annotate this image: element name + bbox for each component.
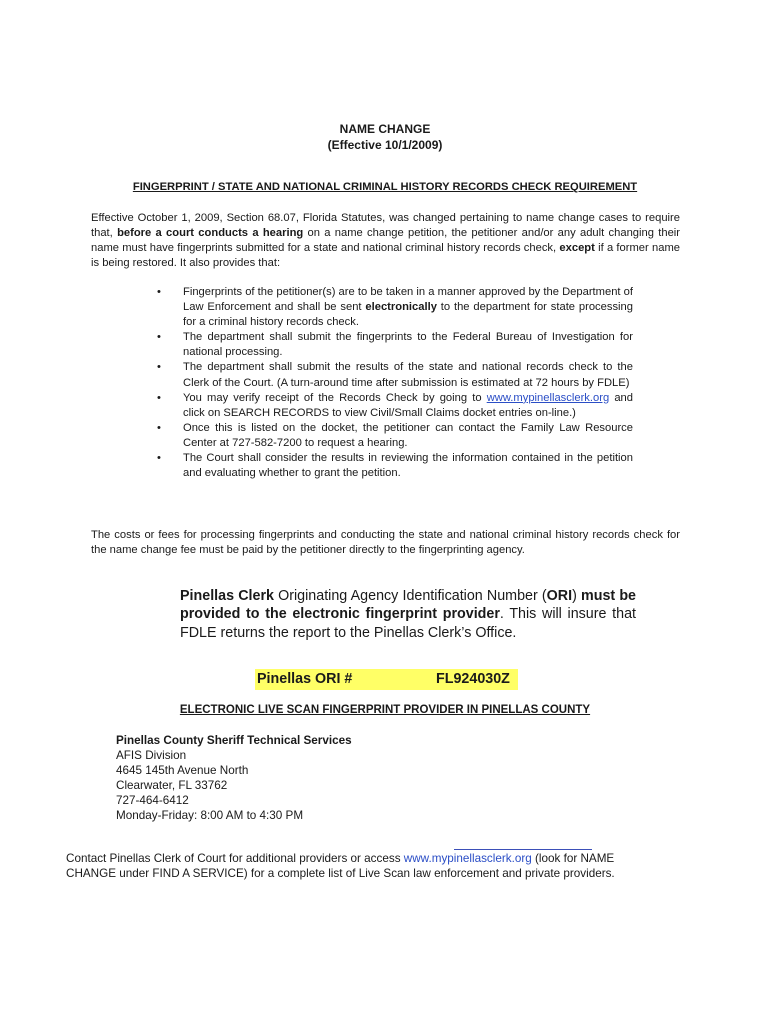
provider-street: 4645 145th Avenue North [116,764,249,778]
list-item [155,285,633,330]
bullet-glyph: • [157,331,161,344]
ori-note-bold-3: must be provided to the electronic fingerprint provider [180,588,637,623]
ori-value: FL924030Z [436,671,510,687]
bullet-1-text-end: to the department for state processing for a criminal history records check. [183,301,633,329]
contact-website-link[interactable]: www.mypinellasclerk.org [403,852,532,865]
list-item [155,330,633,360]
ori-note-bold-1: Pinellas Clerk [180,588,274,604]
bullet-4-text: You may verify receipt of the Records Check by going to [183,391,487,404]
bullet-glyph: • [157,361,161,374]
bullet-1-text: Fingerprints of the petitioner(s) are to be taken in a manner approved by the Department of Law Enforcement and shall be sent [183,286,633,314]
contact-text-1: Contact Pinellas Clerk of Court for additional providers or access [66,852,404,865]
bullet-3-text: The department shall submit the results of the state and national records check to the Clerk of the Court. (A turn-around time after submission is estimated at 72 hours by FDLE) [183,361,633,389]
bullet-glyph: • [157,421,161,434]
requirement-heading: FINGERPRINT / STATE AND NATIONAL CRIMINAL HISTORY RECORDS CHECK REQUIREMENT [132,181,638,193]
bullet-5-text: Once this is listed on the docket, the petitioner can contact the Family Law Resource Center at 727-582-7200 to request a hearing. [183,421,633,449]
ori-note-text-3: . This will insure that FDLE returns the report to the Pinellas Clerk’s Office. [180,606,636,641]
ori-label: Pinellas ORI # [257,671,353,687]
intro-text-3: if a former name is being restored. It also provides that: [91,242,680,269]
intro-bold-except: except [559,242,595,254]
list-item [155,391,633,421]
requirements-list [155,285,633,481]
provider-city: Clearwater, FL 33762 [116,779,228,793]
clerk-website-link[interactable]: www.mypinellasclerk.org [486,391,610,404]
ori-note-text-1: Originating Agency Identification Number ( [273,588,547,604]
provider-division: AFIS Division [116,749,187,763]
provider-phone: 727-464-6412 [116,794,189,808]
list-item [155,360,633,390]
provider-heading: ELECTRONIC LIVE SCAN FINGERPRINT PROVIDER IN PINELLAS COUNTY [179,704,591,716]
bullet-glyph: • [157,391,161,404]
page-title [0,121,770,153]
ori-note-paragraph [180,587,636,642]
bullet-2-text: The department shall submit the fingerprints to the Federal Bureau of Investigation for national processing. [183,331,633,359]
contact-text-2: (look for NAME CHANGE under FIND A SERVICE) for a complete list of Live Scan law enforcement and private providers. [66,852,615,881]
ori-highlight-box [255,669,518,690]
list-item [155,451,633,481]
ori-note-text-2: ) [572,588,582,604]
intro-text-1: Effective October 1, 2009, Section 68.07, Florida Statutes, was changed pertaining to name change cases to require that, [91,212,680,239]
bullet-1-bold: electronically [365,301,437,314]
provider-name: Pinellas County Sheriff Technical Services [116,734,352,747]
intro-paragraph [91,211,680,271]
contact-paragraph [66,851,646,881]
intro-text-2: on a name change petition, the petitioner and/or any adult changing their name must have fingerprints submitted for a state and national criminal history records check, [91,227,681,254]
bullet-6-text: The Court shall consider the results in reviewing the information contained in the petition and evaluating whether to grant the petition. [183,452,633,480]
bullet-glyph: • [157,286,161,298]
list-item [155,421,633,451]
title-line-1: NAME CHANGE [339,122,431,136]
ori-note-bold-2: ORI [546,588,573,604]
provider-hours: Monday-Friday: 8:00 AM to 4:30 PM [116,809,304,823]
intro-bold-hearing: before a court conducts a hearing [117,227,304,239]
title-line-2: (Effective 10/1/2009) [327,138,443,152]
link-rule [454,849,592,850]
bullet-glyph: • [157,452,161,465]
provider-address-block [116,733,516,824]
bullet-4-text-end: and click on SEARCH RECORDS to view Civil/Small Claims docket entries on-line.) [183,391,633,419]
costs-paragraph: The costs or fees for processing fingerprints and conducting the state and national criminal history records check for the name change fee must be paid by the petitioner directly to the fingerprinting agency. [91,529,680,556]
